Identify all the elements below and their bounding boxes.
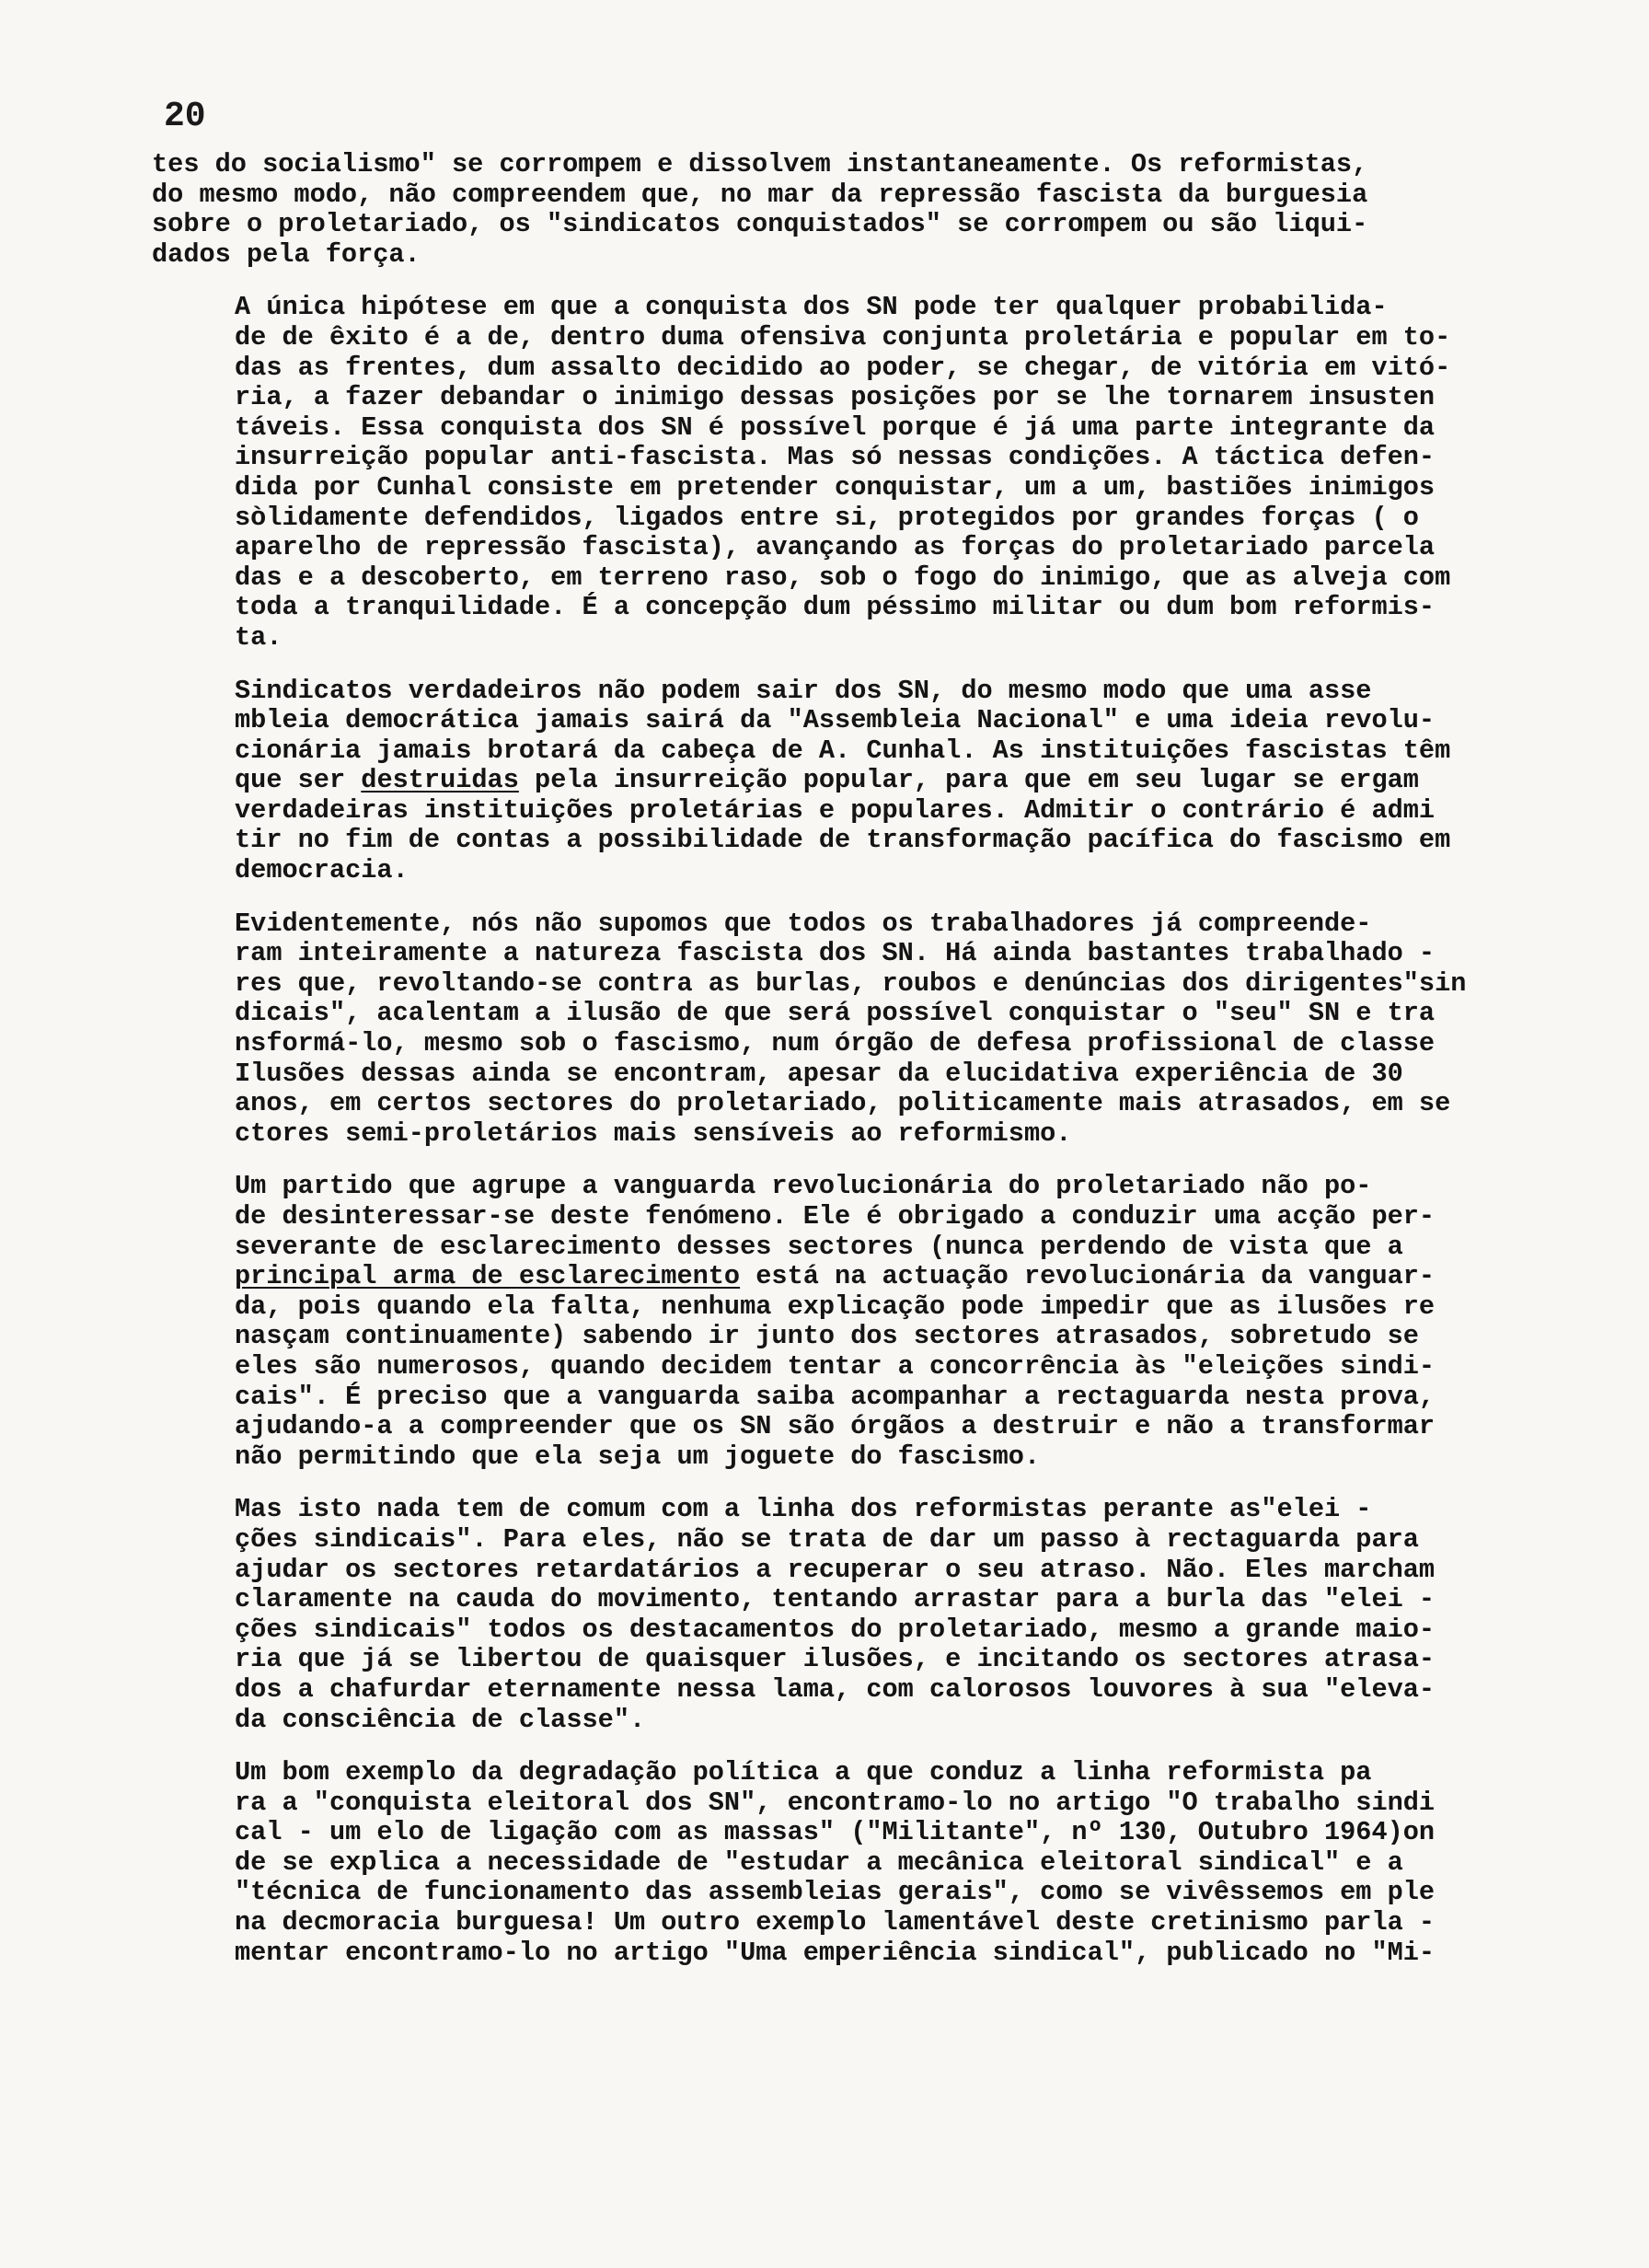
- text-line: ram inteiramente a natureza fascista dos SN. Há ainda bastantes trabalhado -: [235, 938, 1436, 969]
- text-line: Mas isto nada tem de comum com a linha dos reformistas perante as"elei -: [235, 1494, 1372, 1525]
- text-line: cais". É preciso que a vanguarda saiba acompanhar a rectaguarda nesta prova,: [235, 1381, 1436, 1412]
- underlined-phrase: principal arma de esclarecimento: [235, 1261, 741, 1292]
- text-line: ajudar os sectores retardatários a recuperar o seu atraso. Não. Eles marcham: [235, 1554, 1436, 1585]
- text-line: ta.: [235, 621, 283, 653]
- text-line: aparelho de repressão fascista), avançando as forças do proletariado parcela: [235, 532, 1436, 563]
- text-line: Sindicatos verdadeiros não podem sair dos SN, do mesmo modo que uma asse: [235, 675, 1372, 706]
- paragraph: [152, 677, 1580, 886]
- text-line: Evidentemente, nós não supomos que todos os trabalhadores já compreende-: [235, 908, 1372, 939]
- text-line: toda a tranquilidade. É a concepção dum péssimo militar ou dum bom reformis-: [235, 592, 1436, 623]
- text-line: verdadeiras instituições proletárias e populares. Admitir o contrário é admi: [235, 794, 1436, 826]
- text-line: ria que já se libertou de quaisquer ilusões, e incitando os sectores atrasa-: [235, 1644, 1436, 1675]
- text-line: mbleia democrática jamais sairá da "Assembleia Nacional" e uma ideia revolu-: [235, 705, 1436, 736]
- text-line: ra a "conquista eleitoral dos SN", encontramo-lo no artigo "O trabalho sindi: [235, 1787, 1436, 1818]
- text-line: na decmoracia burguesa! Um outro exemplo lamentável deste cretinismo parla -: [235, 1907, 1436, 1938]
- paragraph: [152, 293, 1580, 653]
- text-line: não permitindo que ela seja um joguete do fascismo.: [235, 1441, 1041, 1472]
- paragraph: [152, 909, 1580, 1150]
- text-line: do mesmo modo, não compreendem que, no mar da repressão fascista da burguesia: [152, 179, 1368, 210]
- text-line: de se explica a necessidade de "estudar a mecânica eleitoral sindical" e a: [235, 1846, 1403, 1878]
- text-line: nsformá-lo, mesmo sob o fascismo, num órgão de defesa profissional de classe: [235, 1028, 1436, 1059]
- text-line: ções sindicais" todos os destacamentos do proletariado, mesmo a grande maio-: [235, 1614, 1436, 1645]
- text-line: ções sindicais". Para eles, não se trata de dar um passo à rectaguarda para: [235, 1523, 1419, 1555]
- text-line: de desinteressar-se deste fenómeno. Ele é obrigado a conduzir uma acção per-: [235, 1201, 1436, 1232]
- text-line: anos, em certos sectores do proletariado, politicamente mais atrasados, em se: [235, 1088, 1451, 1119]
- text-line: ajudando-a a compreender que os SN são órgãos a destruir e não a transformar: [235, 1411, 1436, 1442]
- text-line: eles são numerosos, quando decidem tentar a concorrência às "eleições sindi-: [235, 1350, 1436, 1382]
- text-line: insurreição popular anti-fascista. Mas só nessas condições. A táctica defen-: [235, 442, 1436, 473]
- text-line: que ser destruidas pela insurreição popular, para que em seu lugar se ergam: [235, 765, 1419, 796]
- text-line: democracia.: [235, 855, 409, 886]
- paragraph: [152, 1758, 1580, 1968]
- text-line: A única hipótese em que a conquista dos SN pode ter qualquer probabilida-: [235, 292, 1388, 323]
- text-line: dicais", acalentam a ilusão de que será possível conquistar o "seu" SN e tra: [235, 998, 1436, 1029]
- text-line: dados pela força.: [152, 238, 421, 270]
- text-line: ria, a fazer debandar o inimigo dessas posições por se lhe tornarem insusten: [235, 382, 1436, 413]
- paragraph: [152, 1495, 1580, 1735]
- text-line: da, pois quando ela falta, nenhuma explicação pode impedir que as ilusões re: [235, 1290, 1436, 1322]
- underlined-phrase: destruidas: [361, 765, 519, 796]
- text-line: sobre o proletariado, os "sindicatos conquistados" se corrompem ou são liqui-: [152, 209, 1368, 240]
- text-line: das e a descoberto, em terreno raso, sob o fogo do inimigo, que as alveja com: [235, 561, 1451, 593]
- text-line: principal arma de esclarecimento está na actuação revolucionária da vanguar-: [235, 1261, 1436, 1292]
- text-line: da consciência de classe".: [235, 1704, 646, 1735]
- text-line: claramente na cauda do movimento, tentando arrastar para a burla das "elei -: [235, 1584, 1436, 1615]
- text-line: severante de esclarecimento desses sectores (nunca perdendo de vista que a: [235, 1231, 1403, 1262]
- document-body: [152, 150, 1580, 1991]
- text-line: nasçam continuamente) sabendo ir junto dos sectores atrasados, sobretudo se: [235, 1321, 1419, 1352]
- paragraph: [152, 1172, 1580, 1472]
- text-line: ctores semi-proletários mais sensíveis ao reformismo.: [235, 1117, 1072, 1149]
- text-line: cal - um elo de ligação com as massas" ("Militante", nº 130, Outubro 1964)on: [235, 1817, 1436, 1848]
- text-line: tes do socialismo" se corrompem e dissolvem instantaneamente. Os reformistas,: [152, 149, 1368, 179]
- text-line: Ilusões dessas ainda se encontram, apesar da elucidativa experiência de 30: [235, 1058, 1403, 1089]
- text-line: das as frentes, dum assalto decidido ao poder, se chegar, de vitória em vitó-: [235, 352, 1451, 383]
- text-line: táveis. Essa conquista dos SN é possível porque é já uma parte integrante da: [235, 411, 1436, 443]
- text-line: "técnica de funcionamento das assembleias gerais", como se vivêssemos em ple: [235, 1877, 1436, 1908]
- text-line: dos a chafurdar eternamente nessa lama, com calorosos louvores à sua "eleva-: [235, 1673, 1436, 1705]
- text-line: sòlidamente defendidos, ligados entre si, protegidos por grandes forças ( o: [235, 502, 1419, 533]
- text-line: Um bom exemplo da degradação política a que conduz a linha reformista pa: [235, 1757, 1372, 1788]
- text-line: mentar encontramo-lo no artigo "Uma emperiência sindical", publicado no "Mi-: [235, 1937, 1436, 1968]
- text-line: Um partido que agrupe a vanguarda revolucionária do proletariado não po-: [235, 1171, 1372, 1202]
- text-line: dida por Cunhal consiste em pretender conquistar, um a um, bastiões inimigos: [235, 471, 1436, 503]
- page-number: 20: [164, 97, 206, 136]
- paragraph: [152, 150, 1580, 270]
- text-line: cionária jamais brotará da cabeça de A. Cunhal. As instituições fascistas têm: [235, 735, 1451, 766]
- text-line: tir no fim de contas a possibilidade de transformação pacífica do fascismo em: [235, 825, 1451, 856]
- text-line: de de êxito é a de, dentro duma ofensiva conjunta proletária e popular em to-: [235, 321, 1451, 353]
- text-line: res que, revoltando-se contra as burlas, roubos e denúncias dos dirigentes"sin: [235, 967, 1467, 999]
